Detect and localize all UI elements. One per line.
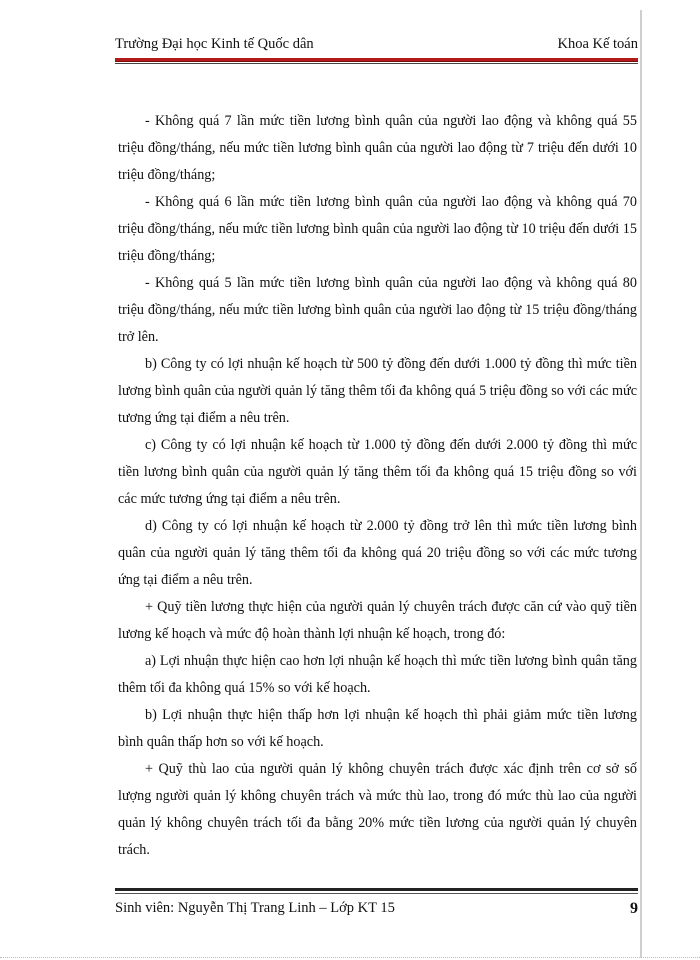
- paragraph: - Không quá 5 lần mức tiền lương bình quân của người lao động và không quá 80 triệu đồng/tháng, nếu mức tiền lương bình quân của người lao động từ 15 triệu đồng/tháng trở lên.: [118, 275, 637, 345]
- header-divider: [115, 58, 638, 62]
- page-number: 9: [630, 900, 638, 917]
- page-shadow: [640, 10, 642, 958]
- footer-divider-thin: [115, 893, 638, 894]
- paragraph: - Không quá 6 lần mức tiền lương bình quân của người lao động và không quá 70 triệu đồng/tháng, nếu mức tiền lương bình quân của người lao động từ 10 triệu đến dưới 15 triệu đồng/tháng;: [118, 194, 637, 264]
- paragraph: d) Công ty có lợi nhuận kế hoạch từ 2.000 tỷ đồng trở lên thì mức tiền lương bình quân của người quản lý tăng thêm tối đa không quá 20 triệu đồng so với các mức tương ứng tại điểm a nêu trên.: [118, 518, 637, 588]
- paragraph: c) Công ty có lợi nhuận kế hoạch từ 1.000 tỷ đồng đến dưới 2.000 tỷ đồng thì mức tiền lương bình quân của người quản lý tăng thêm tối đa không quá 15 triệu đồng so với các mức tương ứng tại điểm a nêu trên.: [118, 437, 637, 507]
- header-faculty: Khoa Kế toán: [557, 36, 638, 52]
- paragraph: b) Lợi nhuận thực hiện thấp hơn lợi nhuận kế hoạch thì phải giảm mức tiền lương bình quân thấp hơn so với kế hoạch.: [118, 707, 637, 750]
- paragraph: - Không quá 7 lần mức tiền lương bình quân của người lao động và không quá 55 triệu đồng/tháng, nếu mức tiền lương bình quân của người lao động từ 7 triệu đến dưới 10 triệu đồng/tháng;: [118, 113, 637, 183]
- paragraph: a) Lợi nhuận thực hiện cao hơn lợi nhuận kế hoạch thì mức tiền lương bình quân tăng thêm tối đa không quá 15% so với kế hoạch.: [118, 653, 637, 696]
- paragraph: + Quỹ tiền lương thực hiện của người quản lý chuyên trách được căn cứ vào quỹ tiền lương kế hoạch và mức độ hoàn thành lợi nhuận kế hoạch, trong đó:: [118, 599, 637, 642]
- header-university: Trường Đại học Kinh tế Quốc dân: [115, 36, 314, 52]
- header-divider-thin: [115, 63, 638, 64]
- page-footer: [115, 900, 638, 918]
- paragraph: b) Công ty có lợi nhuận kế hoạch từ 500 tỷ đồng đến dưới 1.000 tỷ đồng thì mức tiền lương bình quân của người quản lý tăng thêm tối đa không quá 5 triệu đồng so với các mức tương ứng tại điểm a nêu trên.: [118, 356, 637, 426]
- footer-student: Sinh viên: Nguyễn Thị Trang Linh – Lớp KT 15: [115, 900, 395, 916]
- page-bottom-edge: [0, 957, 700, 958]
- paragraph: + Quỹ thù lao của người quản lý không chuyên trách được xác định trên cơ sở số lượng người quản lý không chuyên trách và mức thù lao, trong đó mức thù lao của người quản lý không chuyên trách tối đa bằng 20% mức tiền lương của người quản lý chuyên trách.: [118, 761, 637, 858]
- footer-divider: [115, 888, 638, 891]
- page-header: [115, 36, 638, 53]
- document-body: [118, 108, 637, 864]
